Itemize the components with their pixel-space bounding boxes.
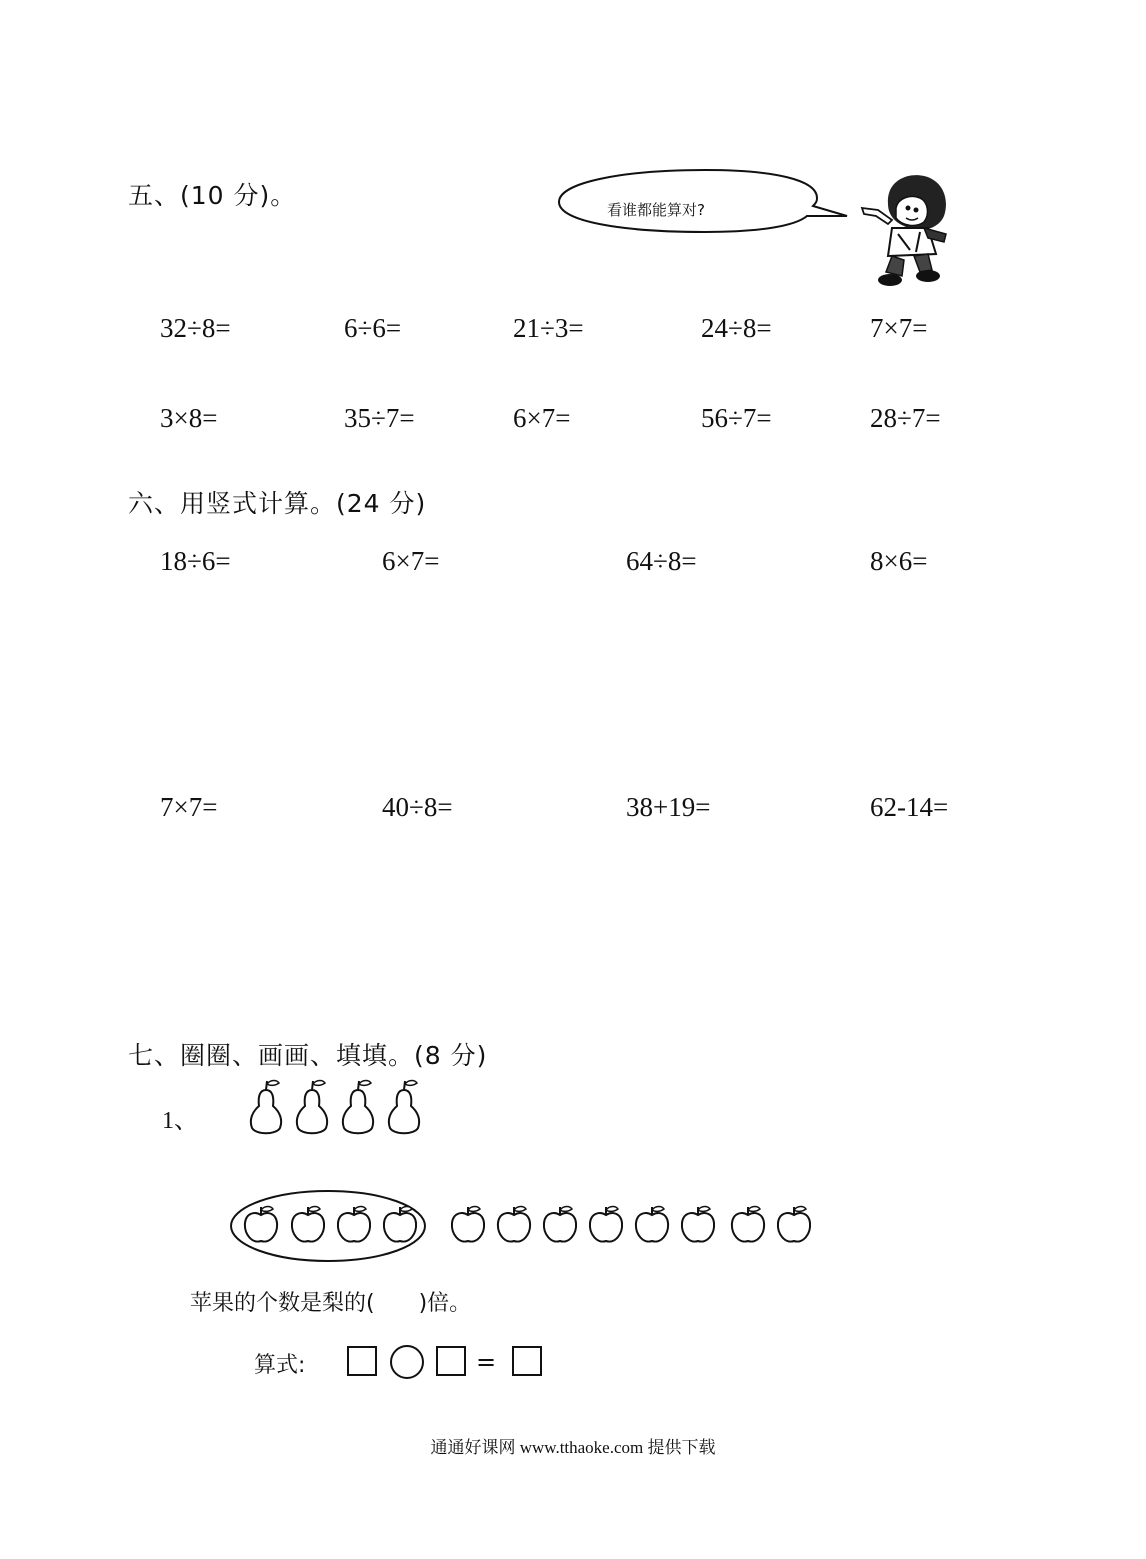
oral-equation: 21÷3= <box>513 313 584 343</box>
section6-heading: 六、用竖式计算。(24 分) <box>128 489 427 518</box>
apple-icon <box>448 1204 488 1246</box>
oral-equation: 28÷7= <box>870 403 941 433</box>
vertical-calc-problem: 62-14= <box>870 792 949 822</box>
vertical-calc-problem: 7×7= <box>160 792 218 822</box>
pear-icon <box>292 1078 332 1136</box>
vertical-calc-problem: 6×7= <box>382 546 440 576</box>
oral-equation: 24÷8= <box>701 313 772 343</box>
pear-icon <box>384 1078 424 1136</box>
oral-equation: 7×7= <box>870 313 928 343</box>
bubble-text: 看谁都能算对? <box>607 201 705 219</box>
apple-icon <box>494 1204 534 1246</box>
item-number: 1、 <box>162 1108 198 1134</box>
apple-icon <box>586 1204 626 1246</box>
apple-icon <box>288 1204 328 1246</box>
footer-credit: 通通好课网 www.tthaoke.com 提供下载 <box>430 1438 716 1457</box>
vertical-calc-problem: 8×6= <box>870 546 928 576</box>
apple-icon <box>774 1204 814 1246</box>
answer-box[interactable] <box>512 1346 542 1376</box>
question-sentence: 苹果的个数是梨的( )倍。 <box>190 1291 472 1316</box>
apple-icon <box>380 1204 420 1246</box>
apple-icon <box>678 1204 718 1246</box>
operator-circle[interactable] <box>390 1345 424 1379</box>
vertical-calc-problem: 64÷8= <box>626 546 697 576</box>
vertical-calc-problem: 40÷8= <box>382 792 453 822</box>
apple-icon <box>241 1204 281 1246</box>
answer-box[interactable] <box>436 1346 466 1376</box>
equals-sign: = <box>476 1348 497 1376</box>
pear-icon <box>246 1078 286 1136</box>
section5-heading: 五、(10 分)。 <box>128 181 297 210</box>
answer-box[interactable] <box>347 1346 377 1376</box>
apple-icon <box>334 1204 374 1246</box>
vertical-calc-problem: 18÷6= <box>160 546 231 576</box>
pear-icon <box>338 1078 378 1136</box>
vertical-calc-problem: 38+19= <box>626 792 711 822</box>
oral-equation: 3×8= <box>160 403 218 433</box>
section7-heading: 七、圈圈、画画、填填。(8 分) <box>128 1041 488 1070</box>
cartoon-boy-icon <box>858 164 958 294</box>
apple-icon <box>728 1204 768 1246</box>
oral-equation: 32÷8= <box>160 313 231 343</box>
oral-equation: 56÷7= <box>701 403 772 433</box>
oral-equation: 6÷6= <box>344 313 402 343</box>
apple-icon <box>632 1204 672 1246</box>
oral-equation: 35÷7= <box>344 403 415 433</box>
oral-equation: 6×7= <box>513 403 571 433</box>
formula-label: 算式: <box>254 1353 306 1378</box>
apple-icon <box>540 1204 580 1246</box>
speech-bubble <box>555 166 855 236</box>
